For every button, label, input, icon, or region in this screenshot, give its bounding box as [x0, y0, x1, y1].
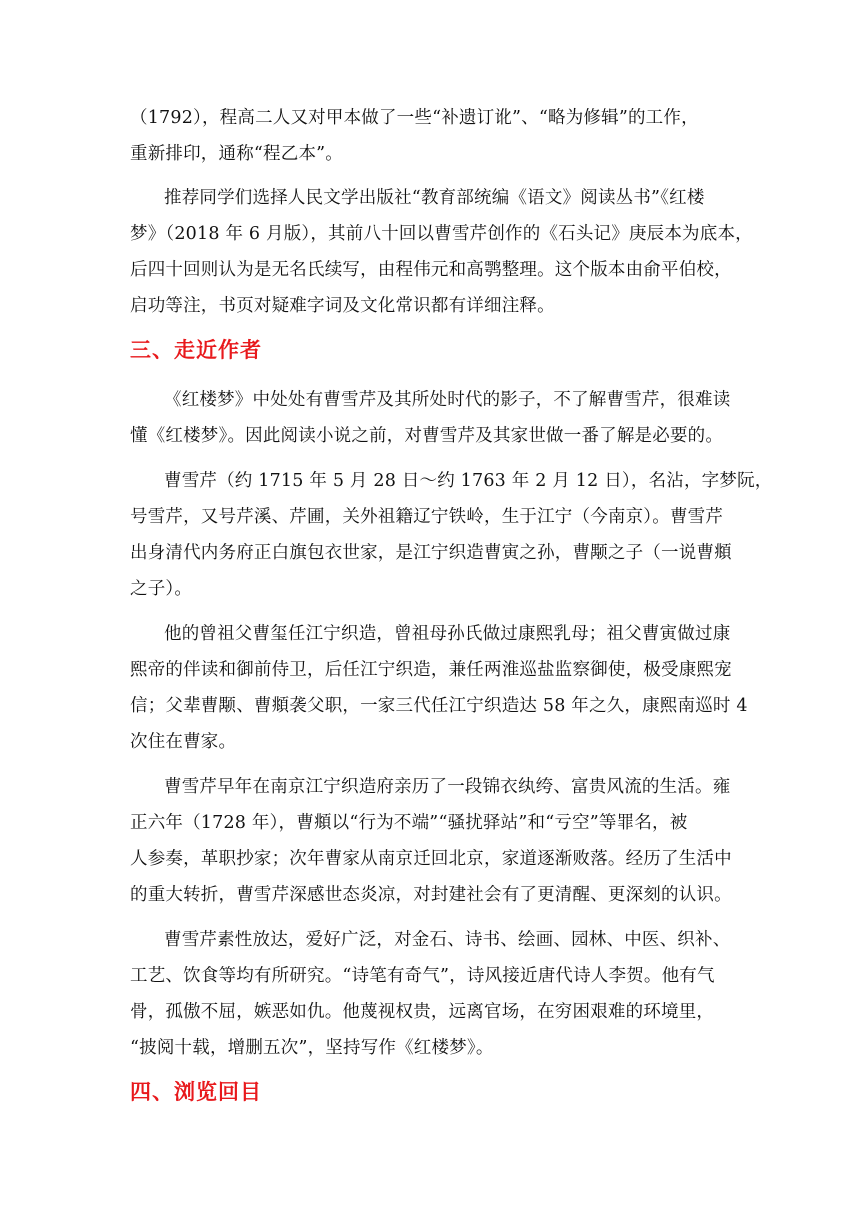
- paragraph-line: 推荐同学们选择人民文学出版社“教育部统编《语文》阅读丛书”《红楼: [164, 188, 705, 208]
- paragraph-line: 工艺、饮食等均有所研究。“诗笔有奇气”，诗风接近唐代诗人李贺。他有气: [130, 966, 715, 986]
- paragraph-line: 曹雪芹素性放达，爱好广泛，对金石、诗书、绘画、园林、中医、织补、: [164, 930, 731, 950]
- paragraph-line: 《红楼梦》中处处有曹雪芹及其所处时代的影子，不了解曹雪芹，很难读: [164, 390, 731, 410]
- paragraph-line: 正六年（1728 年），曹頫以“行为不端”“骚扰驿站”和“亏空”等罪名，被: [130, 813, 688, 833]
- paragraph-line: 熙帝的伴读和御前侍卫，后任江宁织造，兼任两淮巡盐监察御使，极受康熙宠: [130, 660, 732, 680]
- paragraph-line: 梦》（2018 年 6 月版），其前八十回以曹雪芹创作的《石头记》庚辰本为底本，: [130, 224, 753, 244]
- paragraph-line: 骨，孤傲不屈，嫉恶如仇。他蔑视权贵，远离官场，在穷困艰难的环境里，: [130, 1002, 715, 1022]
- paragraph-line: 次住在曹家。: [130, 732, 237, 752]
- paragraph-line: 曹雪芹（约 1715 年 5 月 28 日～约 1763 年 2 月 12 日），名沾，字梦阮，: [164, 471, 773, 491]
- paragraph-line: 重新排印，通称“程乙本”。: [130, 144, 343, 164]
- paragraph-line: 启功等注，书页对疑难字词及文化常识都有详细注释。: [130, 296, 555, 316]
- section-heading: 四、浏览回目: [130, 1080, 262, 1104]
- paragraph-line: 的重大转折，曹雪芹深感世态炎凉，对封建社会有了更清醒、更深刻的认识。: [130, 885, 732, 905]
- paragraph-line: 他的曾祖父曹玺任江宁织造，曾祖母孙氏做过康熙乳母；祖父曹寅做过康: [164, 624, 731, 644]
- paragraph-line: 信；父辈曹颙、曹頫袭父职，一家三代任江宁织造达 58 年之久，康熙南巡时 4: [130, 696, 748, 716]
- section-heading: 三、走近作者: [130, 338, 262, 362]
- paragraph-line: 人参奏，革职抄家；次年曹家从南京迁回北京，家道逐渐败落。经历了生活中: [130, 849, 732, 869]
- paragraph-line: 后四十回则认为是无名氏续写，由程伟元和高鹗整理。这个版本由俞平伯校，: [130, 260, 732, 280]
- paragraph-line: 曹雪芹早年在南京江宁织造府亲历了一段锦衣纨绔、富贵风流的生活。雍: [164, 777, 731, 797]
- paragraph-line: 懂《红楼梦》。因此阅读小说之前，对曹雪芹及其家世做一番了解是必要的。: [130, 426, 724, 446]
- paragraph-line: 之子）。: [130, 579, 193, 599]
- paragraph-line: “披阅十载，增删五次”，坚持写作《红楼梦》。: [130, 1038, 494, 1058]
- paragraph-line: 号雪芹，又号芹溪、芹圃，关外祖籍辽宁铁岭，生于江宁（今南京）。曹雪芹: [130, 507, 724, 527]
- paragraph-line: 出身清代内务府正白旗包衣世家，是江宁织造曹寅之孙，曹颙之子（一说曹頫: [130, 543, 732, 563]
- paragraph-line: （1792），程高二人又对甲本做了一些“补遗订讹”、“略为修辑”的工作，: [130, 108, 699, 128]
